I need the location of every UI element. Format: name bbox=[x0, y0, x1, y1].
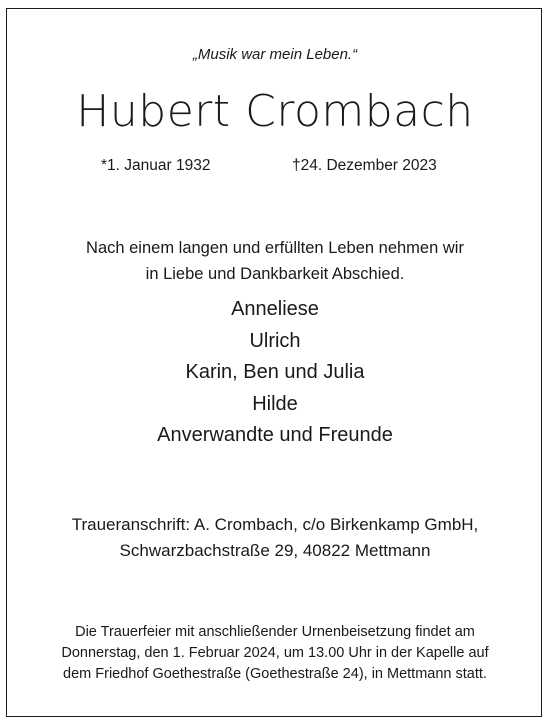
intro-line: in Liebe und Dankbarkeit Abschied. bbox=[145, 265, 405, 284]
mourner-name: Hilde bbox=[252, 392, 298, 415]
ceremony-info bbox=[0, 622, 550, 685]
motto-quote: „Musik war mein Leben.“ bbox=[192, 46, 358, 63]
mourner-name: Ulrich bbox=[249, 329, 301, 352]
mourner-name: Anverwandte und Freunde bbox=[157, 424, 393, 446]
mourners-list bbox=[0, 294, 550, 452]
mourner-name: Anneliese bbox=[231, 298, 319, 320]
birth-date: *1. Januar 1932 bbox=[101, 157, 211, 174]
address-line: Schwarzbachstraße 29, 40822 Mettmann bbox=[119, 541, 431, 561]
ceremony-line: dem Friedhof Goethestraße (Goethestraße 24), in Mettmann statt. bbox=[63, 666, 487, 683]
address-line: Traueranschrift: A. Crombach, c/o Birkenkamp GmbH, bbox=[71, 515, 479, 534]
death-date: †24. Dezember 2023 bbox=[292, 157, 437, 174]
mourning-address bbox=[0, 512, 550, 565]
mourner-name: Karin, Ben und Julia bbox=[185, 361, 365, 383]
deceased-name: Hubert Crombach bbox=[76, 86, 474, 137]
ceremony-line: Die Trauerfeier mit anschließender Urnenbeisetzung findet am bbox=[75, 624, 475, 640]
ceremony-line: Donnerstag, den 1. Februar 2024, um 13.00 Uhr in der Kapelle auf bbox=[61, 645, 489, 662]
farewell-intro bbox=[0, 235, 550, 288]
intro-line: Nach einem langen und erfüllten Leben nehmen wir bbox=[86, 239, 464, 257]
